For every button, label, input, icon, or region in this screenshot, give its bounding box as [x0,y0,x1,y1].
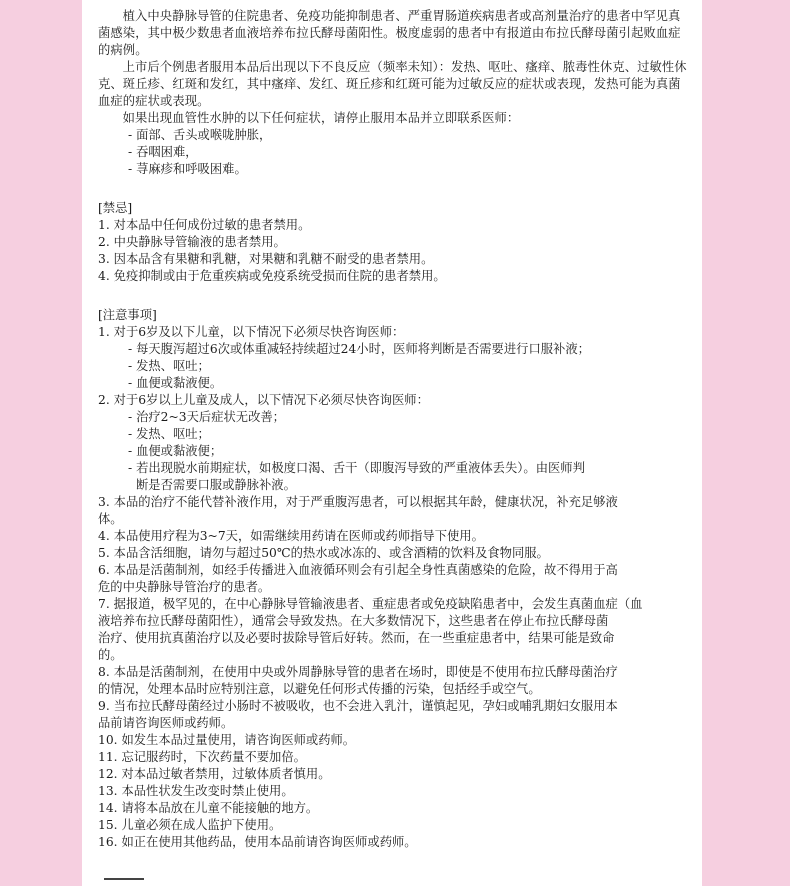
precaution-item-9: 9. 当布拉氏酵母菌经过小肠时不被吸收，也不会进入乳汁，谨慎起见，孕妇或哺乳期妇女服用本 [98,699,618,713]
precaution-item-6-cont: 危的中央静脉导管治疗的患者。 [98,580,271,594]
symptom-item: - 面部、舌头或喉咙肿胀， [128,128,272,142]
precaution-sub-item: - 每天腹泻超过6次或体重减轻持续超过24小时，医师将判断是否需要进行口服补液； [128,342,590,356]
precaution-item-10: 10. 如发生本品过量使用，请咨询医师或药师。 [98,733,356,747]
precaution-item-4: 4. 本品使用疗程为3~7天，如需继续用药请在医师或药师指导下使用。 [98,529,484,543]
symptom-item: - 吞咽困难， [128,145,198,159]
precaution-item-5: 5. 本品含活细胞，请勿与超过50℃的热水或冰冻的、或含酒精的饮料及食物同服。 [98,546,549,560]
precaution-item-7-cont: 治疗、使用抗真菌治疗以及必要时拔除导管后好转。然而，在一些重症患者中，结果可能是致命 [98,631,615,645]
precaution-item-8: 8. 本品是活菌制剂，在使用中央或外周静脉导管的患者在场时，即使是不使用布拉氏酵母菌治疗 [98,665,618,679]
intro-paragraph-3: 如果出现血管性水肿的以下任何症状，请停止服用本品并立即联系医师： [122,111,520,125]
precaution-sub-item: - 发热、呕吐； [128,359,210,373]
precaution-sub-item: - 若出现脱水前期症状，如极度口渴、舌干（即腹泻导致的严重液体丢失）。由医师判 [128,461,585,475]
precaution-item-3-cont: 体。 [98,512,123,526]
precaution-item-1: 1. 对于6岁及以下儿童，以下情况下必须尽快咨询医师： [98,325,405,339]
precaution-item-7-cont: 的。 [98,648,123,662]
contraindications-title: [禁忌] [98,201,133,215]
contraindication-item: 3. 因本品含有果糖和乳糖，对果糖和乳糖不耐受的患者禁用。 [98,252,434,266]
precaution-item-8-cont: 的情况，处理本品时应特别注意，以避免任何形式传播的污染，包括经手或空气。 [98,682,541,696]
precaution-item-6: 6. 本品是活菌制剂，如经手传播进入血液循环则会有引起全身性真菌感染的危险，故不得用于高 [98,563,618,577]
document-page [82,0,702,886]
precaution-sub-item: - 血便或黏液便； [128,444,223,458]
precaution-sub-item: - 治疗2~3天后症状无改善； [128,410,285,424]
precaution-item-13: 13. 本品性状发生改变时禁止使用。 [98,784,294,798]
precaution-item-7-cont: 液培养布拉氏酵母菌阳性），通常会导致发热。在大多数情况下，这些患者在停止布拉氏酵母菌 [98,614,609,628]
precaution-item-7: 7. 据报道，极罕见的，在中心静脉导管输液患者、重症患者或免疫缺陷患者中，会发生真菌血症（血 [98,597,643,611]
precaution-item-15: 15. 儿童必须在成人监护下使用。 [98,818,282,832]
contraindication-item: 1. 对本品中任何成份过敏的患者禁用。 [98,218,311,232]
precaution-item-3: 3. 本品的治疗不能代替补液作用，对于严重腹泻患者，可以根据其年龄，健康状况，补充足够液 [98,495,618,509]
precaution-item-9-cont: 品前请咨询医师或药师。 [98,716,234,730]
precaution-sub-item-continuation: 断是否需要口服或静脉补液。 [136,478,296,492]
precaution-item-12: 12. 对本品过敏者禁用，过敏体质者慎用。 [98,767,331,781]
symptom-item: - 荨麻疹和呼吸困难。 [128,162,247,176]
precaution-sub-item: - 血便或黏液便。 [128,376,223,390]
precautions-title: [注意事项] [98,308,157,322]
contraindication-item: 4. 免疫抑制或由于危重疾病或免疫系统受损而住院的患者禁用。 [98,269,446,283]
precaution-item-14: 14. 请将本品放在儿童不能接触的地方。 [98,801,319,815]
precaution-item-11: 11. 忘记服药时，下次药量不要加倍。 [98,750,306,764]
precaution-sub-item: - 发热、呕吐； [128,427,210,441]
contraindication-item: 2. 中央静脉导管输液的患者禁用。 [98,235,286,249]
intro-paragraph-1: 植入中央静脉导管的住院患者、免疫功能抑制患者、严重胃肠道疾病患者或高剂量治疗的患者中罕见真菌感染，其中极少数患者血液培养布拉氏酵母菌阳性。极度虚弱的患者中有报道由布拉氏酵母菌引起败血症的病例。 [98,9,681,57]
precaution-item-2: 2. 对于6岁以上儿童及成人，以下情况下必须尽快咨询医师： [98,393,429,407]
precaution-item-16: 16. 如正在使用其他药品，使用本品前请咨询医师或药师。 [98,835,417,849]
intro-paragraph-2: 上市后个例患者服用本品后出现以下不良反应（频率未知）：发热、呕吐、瘙痒、脓毒性休克、过敏性休克、斑丘疹、红斑和发红，其中瘙痒、发红、斑丘疹和红斑可能为过敏反应的症状或表现，发热可能为真菌血症的症状或表现。 [98,60,687,108]
cut-off-text-fragment [104,878,144,884]
